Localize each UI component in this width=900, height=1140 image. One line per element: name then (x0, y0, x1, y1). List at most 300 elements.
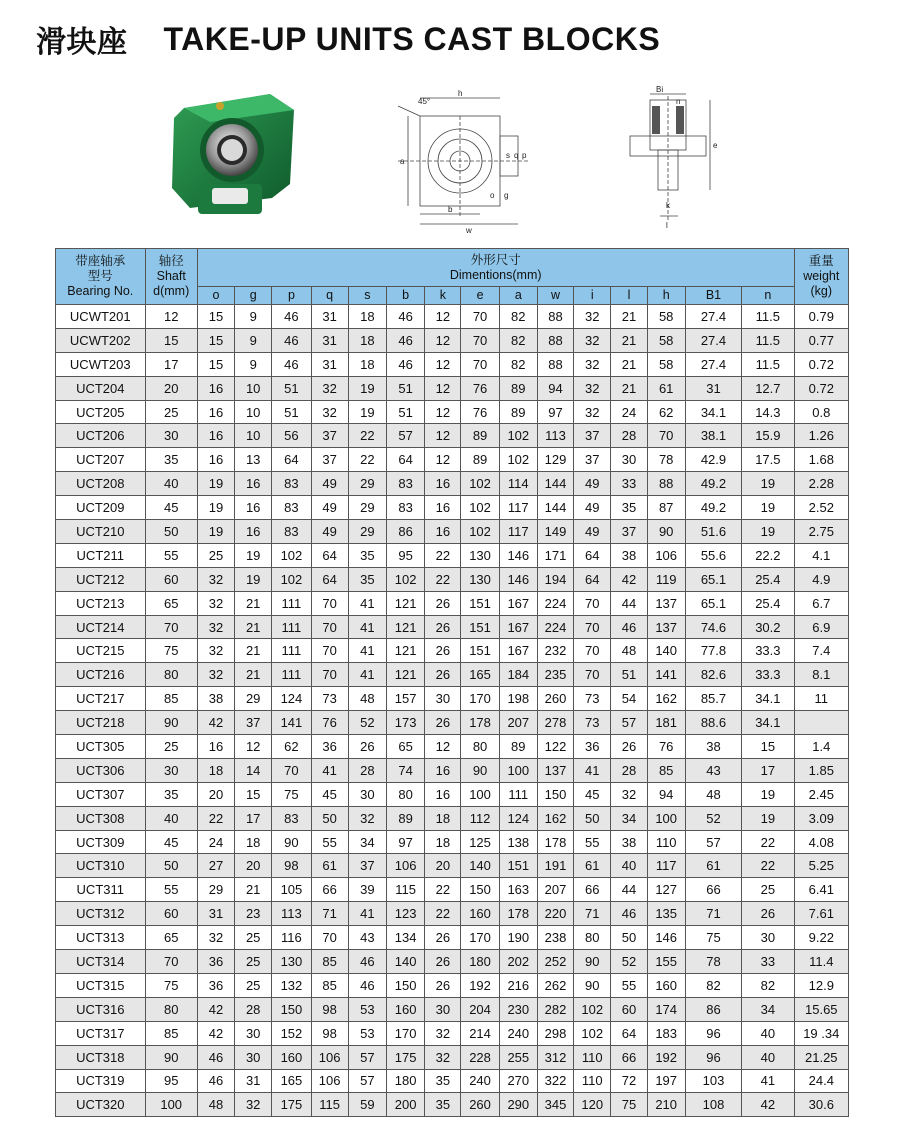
table-cell: 56 (272, 424, 311, 448)
table-cell: 52 (685, 806, 741, 830)
header-col-e: e (461, 287, 499, 305)
table-cell: 16 (197, 448, 234, 472)
header-bearing-cn2: 型号 (87, 269, 113, 283)
table-cell: 53 (348, 1021, 386, 1045)
table-cell: 141 (272, 711, 311, 735)
table-cell: 345 (537, 1093, 573, 1117)
table-cell: 98 (311, 997, 348, 1021)
table-cell: 7.61 (794, 902, 848, 926)
table-cell: 17 (235, 806, 272, 830)
table-row (56, 854, 849, 878)
table-cell: 13 (235, 448, 272, 472)
table-cell: 42 (197, 997, 234, 1021)
table-cell: 130 (461, 567, 499, 591)
table-cell: 15 (197, 328, 234, 352)
product-photo (160, 88, 310, 223)
table-cell: 82 (499, 305, 537, 329)
table-cell: 76 (461, 376, 499, 400)
table-cell: 22 (197, 806, 234, 830)
table-cell: 1.68 (794, 448, 848, 472)
table-row (56, 305, 849, 329)
table-cell: 98 (311, 1021, 348, 1045)
table-cell: 167 (499, 615, 537, 639)
table-cell: 160 (461, 902, 499, 926)
table-cell: 11 (794, 687, 848, 711)
table-cell: 17 (145, 352, 197, 376)
table-cell: 124 (272, 687, 311, 711)
table-cell: 83 (272, 806, 311, 830)
table-cell: 151 (499, 854, 537, 878)
table-cell: 121 (386, 615, 424, 639)
table-cell: 15 (235, 782, 272, 806)
table-cell: 83 (386, 496, 424, 520)
table-cell: 183 (647, 1021, 685, 1045)
table-cell: 24 (611, 400, 647, 424)
table-cell: 36 (311, 735, 348, 759)
table-cell: 25 (235, 973, 272, 997)
table-cell: 21.25 (794, 1045, 848, 1069)
table-cell: 34.1 (685, 400, 741, 424)
bearing-no-cell: UCT205 (56, 400, 146, 424)
table-cell: 41 (348, 639, 386, 663)
table-cell: 32 (574, 400, 611, 424)
table-cell: 0.77 (794, 328, 848, 352)
header-dims-en: Dimentions(mm) (449, 267, 542, 282)
table-cell: 37 (348, 854, 386, 878)
table-cell: 46 (272, 352, 311, 376)
table-cell: 83 (272, 496, 311, 520)
table-cell: 170 (386, 1021, 424, 1045)
table-cell: 46 (386, 305, 424, 329)
table-cell: 51 (611, 663, 647, 687)
table-cell: 12 (425, 448, 461, 472)
table-cell: 89 (386, 806, 424, 830)
table-cell: 46 (197, 1069, 234, 1093)
header-col-b: b (386, 287, 424, 305)
table-cell: 10 (235, 400, 272, 424)
table-row (56, 1093, 849, 1117)
table-row (56, 328, 849, 352)
table-row (56, 352, 849, 376)
table-cell: 12.7 (742, 376, 794, 400)
table-cell: 80 (145, 997, 197, 1021)
table-cell: 42.9 (685, 448, 741, 472)
table-cell: 29 (348, 472, 386, 496)
table-cell: 16 (235, 520, 272, 544)
table-cell: 32 (197, 615, 234, 639)
label-s: s (506, 151, 510, 160)
table-cell: 70 (461, 352, 499, 376)
table-cell: 29 (348, 520, 386, 544)
table-cell: 30.6 (794, 1093, 848, 1117)
bearing-no-cell: UCWT201 (56, 305, 146, 329)
table-cell: 167 (499, 639, 537, 663)
table-cell: 18 (348, 305, 386, 329)
table-cell: 75 (611, 1093, 647, 1117)
table-cell: 32 (197, 567, 234, 591)
table-cell: 124 (499, 806, 537, 830)
table-cell: 51 (386, 400, 424, 424)
table-cell: 22 (425, 902, 461, 926)
table-cell: 110 (574, 1069, 611, 1093)
table-cell: 27.4 (685, 328, 741, 352)
table-cell: 19 (742, 520, 794, 544)
table-cell: 73 (311, 687, 348, 711)
table-cell: 66 (611, 1045, 647, 1069)
table-cell: 32 (425, 1045, 461, 1069)
header-col-p: p (272, 287, 311, 305)
bearing-no-cell: UCT308 (56, 806, 146, 830)
table-cell: 114 (499, 472, 537, 496)
table-cell: 33 (611, 472, 647, 496)
table-cell: 30 (425, 997, 461, 1021)
table-cell: 30 (235, 1045, 272, 1069)
bearing-no-cell: UCT305 (56, 735, 146, 759)
table-cell: 2.52 (794, 496, 848, 520)
label-angle: 45° (418, 97, 431, 106)
table-cell: 102 (272, 543, 311, 567)
table-cell: 30 (742, 926, 794, 950)
table-cell: 64 (272, 448, 311, 472)
table-row (56, 520, 849, 544)
table-cell: 34 (611, 806, 647, 830)
table-cell: 90 (574, 973, 611, 997)
table-cell: 15 (145, 328, 197, 352)
table-cell: 70 (311, 926, 348, 950)
label-p: p (522, 151, 527, 160)
table-cell: 4.9 (794, 567, 848, 591)
table-cell: 140 (386, 950, 424, 974)
table-cell: 33 (742, 950, 794, 974)
table-cell: 207 (499, 711, 537, 735)
table-cell: 16 (197, 424, 234, 448)
table-cell: 83 (386, 472, 424, 496)
table-cell: 97 (386, 830, 424, 854)
table-cell: 25.4 (742, 591, 794, 615)
table-cell: 37 (574, 448, 611, 472)
table-cell: 45 (311, 782, 348, 806)
table-cell: 85 (311, 973, 348, 997)
table-cell: 70 (311, 615, 348, 639)
table-cell: 160 (272, 1045, 311, 1069)
table-cell: 21 (235, 663, 272, 687)
table-cell: 45 (145, 496, 197, 520)
table-row (56, 758, 849, 782)
table-cell: 18 (425, 806, 461, 830)
table-cell: 46 (348, 950, 386, 974)
table-cell: 31 (311, 352, 348, 376)
table-cell: 20 (197, 782, 234, 806)
label-a: a (400, 157, 405, 166)
table-cell: 141 (647, 663, 685, 687)
table-cell: 65.1 (685, 567, 741, 591)
table-cell: 16 (425, 472, 461, 496)
table-cell: 197 (647, 1069, 685, 1093)
table-cell: 22 (348, 448, 386, 472)
table-cell: 111 (272, 615, 311, 639)
table-cell: 89 (499, 376, 537, 400)
table-cell: 10 (235, 424, 272, 448)
table-cell: 70 (574, 591, 611, 615)
table-cell: 180 (461, 950, 499, 974)
table-cell: 42 (197, 1021, 234, 1045)
table-cell: 255 (499, 1045, 537, 1069)
table-row (56, 567, 849, 591)
table-cell: 58 (647, 305, 685, 329)
figures-row (0, 80, 900, 240)
table-cell: 15.9 (742, 424, 794, 448)
table-cell: 190 (499, 926, 537, 950)
table-cell: 77.8 (685, 639, 741, 663)
table-cell: 85 (145, 1021, 197, 1045)
table-cell: 64 (311, 543, 348, 567)
table-cell: 42 (197, 711, 234, 735)
table-cell: 35 (425, 1093, 461, 1117)
table-cell: 20 (425, 854, 461, 878)
table-cell: 21 (611, 328, 647, 352)
table-cell: 106 (386, 854, 424, 878)
table-cell: 33.3 (742, 663, 794, 687)
table-cell: 80 (574, 926, 611, 950)
table-cell: 80 (386, 782, 424, 806)
table-cell: 2.75 (794, 520, 848, 544)
table-cell: 122 (537, 735, 573, 759)
table-cell: 121 (386, 639, 424, 663)
table-cell: 90 (647, 520, 685, 544)
table-cell: 26 (425, 711, 461, 735)
table-cell: 111 (272, 663, 311, 687)
bearing-no-cell: UCT209 (56, 496, 146, 520)
table-cell: 38 (611, 830, 647, 854)
title-english: TAKE-UP UNITS CAST BLOCKS (163, 20, 661, 57)
table-cell: 230 (499, 997, 537, 1021)
header-col-h: h (647, 287, 685, 305)
header-bearing-no (56, 249, 146, 305)
table-cell: 125 (461, 830, 499, 854)
table-cell: 41 (348, 902, 386, 926)
table-cell: 22 (425, 878, 461, 902)
label-w: w (466, 226, 472, 235)
table-cell: 52 (348, 711, 386, 735)
table-cell: 21 (611, 376, 647, 400)
table-cell: 32 (574, 376, 611, 400)
table-cell: 15.65 (794, 997, 848, 1021)
bearing-no-cell: UCT313 (56, 926, 146, 950)
table-cell: 86 (386, 520, 424, 544)
table-cell: 86 (685, 997, 741, 1021)
table-cell: 90 (145, 1045, 197, 1069)
table-cell: 111 (499, 782, 537, 806)
bearing-no-cell: UCT204 (56, 376, 146, 400)
table-cell: 32 (574, 352, 611, 376)
table-row (56, 1045, 849, 1069)
table-cell: 120 (574, 1093, 611, 1117)
table-cell: 105 (272, 878, 311, 902)
table-cell: 178 (461, 711, 499, 735)
table-cell: 174 (647, 997, 685, 1021)
table-cell: 162 (647, 687, 685, 711)
table-cell: 21 (235, 591, 272, 615)
table-cell: 55 (145, 878, 197, 902)
table-cell: 8.1 (794, 663, 848, 687)
table-cell: 106 (647, 543, 685, 567)
table-cell: 41 (311, 758, 348, 782)
table-cell: 40 (742, 1021, 794, 1045)
table-cell: 70 (574, 639, 611, 663)
header-col-g: g (235, 287, 272, 305)
bearing-no-cell: UCT315 (56, 973, 146, 997)
bearing-no-cell: UCT309 (56, 830, 146, 854)
table-cell: 3.09 (794, 806, 848, 830)
table-cell: 46 (272, 305, 311, 329)
table-cell: 73 (574, 687, 611, 711)
table-cell: 50 (145, 854, 197, 878)
header-col-n: n (742, 287, 794, 305)
table-cell: 85 (311, 950, 348, 974)
table-row (56, 711, 849, 735)
table-cell: 76 (311, 711, 348, 735)
table-cell: 78 (647, 448, 685, 472)
table-cell: 16 (235, 496, 272, 520)
table-cell: 46 (386, 352, 424, 376)
table-cell: 30 (145, 424, 197, 448)
table-cell: 146 (647, 926, 685, 950)
table-row (56, 878, 849, 902)
table-cell: 55 (611, 973, 647, 997)
table-cell: 111 (272, 591, 311, 615)
table-cell: 12 (425, 352, 461, 376)
table-cell: 210 (647, 1093, 685, 1117)
table-cell: 235 (537, 663, 573, 687)
table-row (56, 639, 849, 663)
table-cell: 12 (425, 400, 461, 424)
table-cell: 6.7 (794, 591, 848, 615)
table-cell: 60 (611, 997, 647, 1021)
table-cell: 6.41 (794, 878, 848, 902)
table-cell: 85 (647, 758, 685, 782)
bearing-no-cell: UCT207 (56, 448, 146, 472)
table-cell: 83 (272, 520, 311, 544)
table-cell: 220 (537, 902, 573, 926)
table-cell: 30 (235, 1021, 272, 1045)
table-row (56, 806, 849, 830)
table-cell: 41 (742, 1069, 794, 1093)
table-cell: 55 (311, 830, 348, 854)
table-cell: 4.08 (794, 830, 848, 854)
table-cell: 26 (425, 639, 461, 663)
table-cell: 202 (499, 950, 537, 974)
table-cell: 64 (574, 567, 611, 591)
bearing-no-cell: UCT318 (56, 1045, 146, 1069)
table-cell: 121 (386, 663, 424, 687)
table-cell: 25 (197, 543, 234, 567)
table-cell: 25 (742, 878, 794, 902)
table-cell: 55.6 (685, 543, 741, 567)
table-cell: 26 (742, 902, 794, 926)
header-shaft-unit: d(mm) (153, 284, 190, 298)
table-cell: 18 (425, 830, 461, 854)
table-cell: 64 (611, 1021, 647, 1045)
table-cell: 140 (647, 639, 685, 663)
table-cell: 89 (461, 448, 499, 472)
table-cell: 16 (197, 735, 234, 759)
table-cell: 36 (574, 735, 611, 759)
table-cell: 36 (197, 950, 234, 974)
table-row (56, 950, 849, 974)
table-cell: 78 (685, 950, 741, 974)
table-cell: 82.6 (685, 663, 741, 687)
table-cell: 40 (145, 472, 197, 496)
table-row (56, 472, 849, 496)
table-row (56, 997, 849, 1021)
table-cell: 192 (461, 973, 499, 997)
table-cell: 19 (348, 400, 386, 424)
table-cell: 18 (235, 830, 272, 854)
table-cell: 112 (461, 806, 499, 830)
table-cell: 48 (348, 687, 386, 711)
table-cell: 90 (272, 830, 311, 854)
table-cell: 123 (386, 902, 424, 926)
table-cell: 163 (499, 878, 537, 902)
table-cell: 19 .34 (794, 1021, 848, 1045)
table-cell: 0.72 (794, 376, 848, 400)
table-cell: 6.9 (794, 615, 848, 639)
table-cell: 15 (197, 305, 234, 329)
header-dims-cn: 外形尺寸 (470, 252, 521, 267)
table-cell: 65 (386, 735, 424, 759)
table-cell: 46 (611, 902, 647, 926)
table-cell: 137 (537, 758, 573, 782)
table-cell: 22 (742, 830, 794, 854)
table-cell: 21 (235, 878, 272, 902)
table-cell: 22.2 (742, 543, 794, 567)
table-cell: 149 (537, 520, 573, 544)
table-cell: 82 (499, 328, 537, 352)
table-cell: 31 (235, 1069, 272, 1093)
table-cell: 2.45 (794, 782, 848, 806)
table-cell: 32 (197, 926, 234, 950)
table-cell: 167 (499, 591, 537, 615)
table-cell: 216 (499, 973, 537, 997)
table-cell: 16 (425, 520, 461, 544)
table-cell: 102 (461, 472, 499, 496)
table-cell: 94 (537, 376, 573, 400)
table-cell: 70 (461, 305, 499, 329)
bearing-no-cell: UCT217 (56, 687, 146, 711)
table-cell: 37 (311, 424, 348, 448)
table-cell: 58 (647, 352, 685, 376)
table-cell: 11.5 (742, 328, 794, 352)
table-cell: 26 (425, 973, 461, 997)
table-cell: 282 (537, 997, 573, 1021)
table-cell: 14 (235, 758, 272, 782)
table-cell: 35 (145, 782, 197, 806)
table-cell: 198 (499, 687, 537, 711)
table-cell: 74.6 (685, 615, 741, 639)
header-col-k: k (425, 287, 461, 305)
table-body (56, 305, 849, 1117)
table-cell: 102 (499, 424, 537, 448)
table-cell: 178 (499, 902, 537, 926)
header-shaft (145, 249, 197, 305)
table-cell: 102 (272, 567, 311, 591)
table-cell: 44 (611, 591, 647, 615)
table-cell: 75 (145, 639, 197, 663)
side-view-drawing (620, 86, 730, 236)
table-cell: 103 (685, 1069, 741, 1093)
table-cell: 43 (348, 926, 386, 950)
table-cell: 60 (145, 567, 197, 591)
